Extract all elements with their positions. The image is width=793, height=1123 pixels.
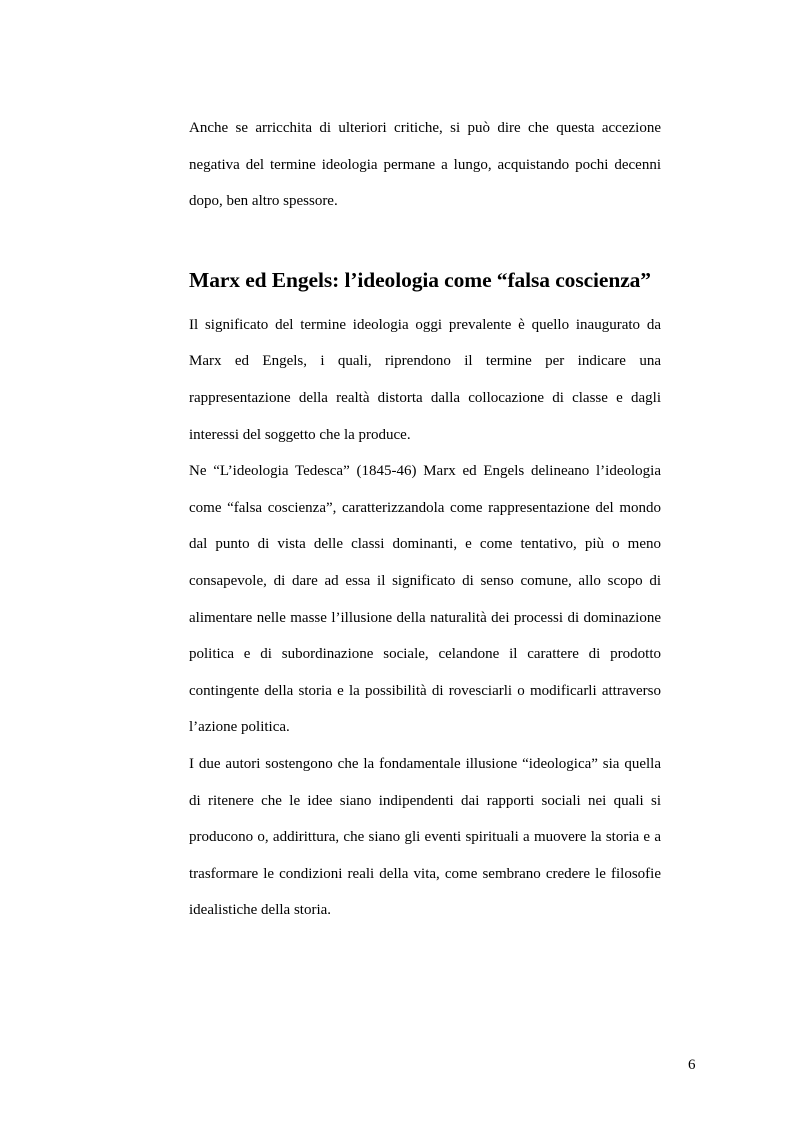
section-heading: Marx ed Engels: l’ideologia come “falsa coscienza” bbox=[189, 267, 651, 292]
page-number: 6 bbox=[688, 1057, 696, 1073]
intro-paragraph: Anche se arricchita di ulteriori critiche, si può dire che questa accezione negativa del termine ideologia permane a lungo, acquistando pochi decenni dopo, ben altro spessore. bbox=[189, 120, 661, 210]
page-body bbox=[189, 110, 661, 929]
body-paragraph-1: Il significato del termine ideologia oggi prevalente è quello inaugurato da Marx ed Engels, i quali, riprendono il termine per indicare una rappresentazione della realtà distorta dalla collocazione di classe e dagli interessi del soggetto che la produce. bbox=[189, 316, 661, 443]
body-paragraph-3: I due autori sostengono che la fondamentale illusione “ideologica” sia quella di ritenere che le idee siano indipendenti dai rapporti sociali nei quali si producono o, addirittura, che siano gli eventi spirituali a muovere la storia e a trasformare le condizioni reali della vita, come sembrano credere le filosofie idealistiche della storia. bbox=[189, 755, 661, 919]
body-paragraph-2: Ne “L’ideologia Tedesca” (1845-46) Marx ed Engels delineano l’ideologia come “falsa coscienza”, caratterizzandola come rappresentazione del mondo dal punto di vista delle classi dominanti, e come tentativo, più o meno consapevole, di dare ad essa il significato di senso comune, allo scopo di alimentare nelle masse l’illusione della naturalità dei processi di dominazione politica e di subordinazione sociale, celandone il carattere di prodotto contingente della storia e la possibilità di rovesciarli o modificarli attraverso l’azione politica. bbox=[189, 463, 661, 736]
